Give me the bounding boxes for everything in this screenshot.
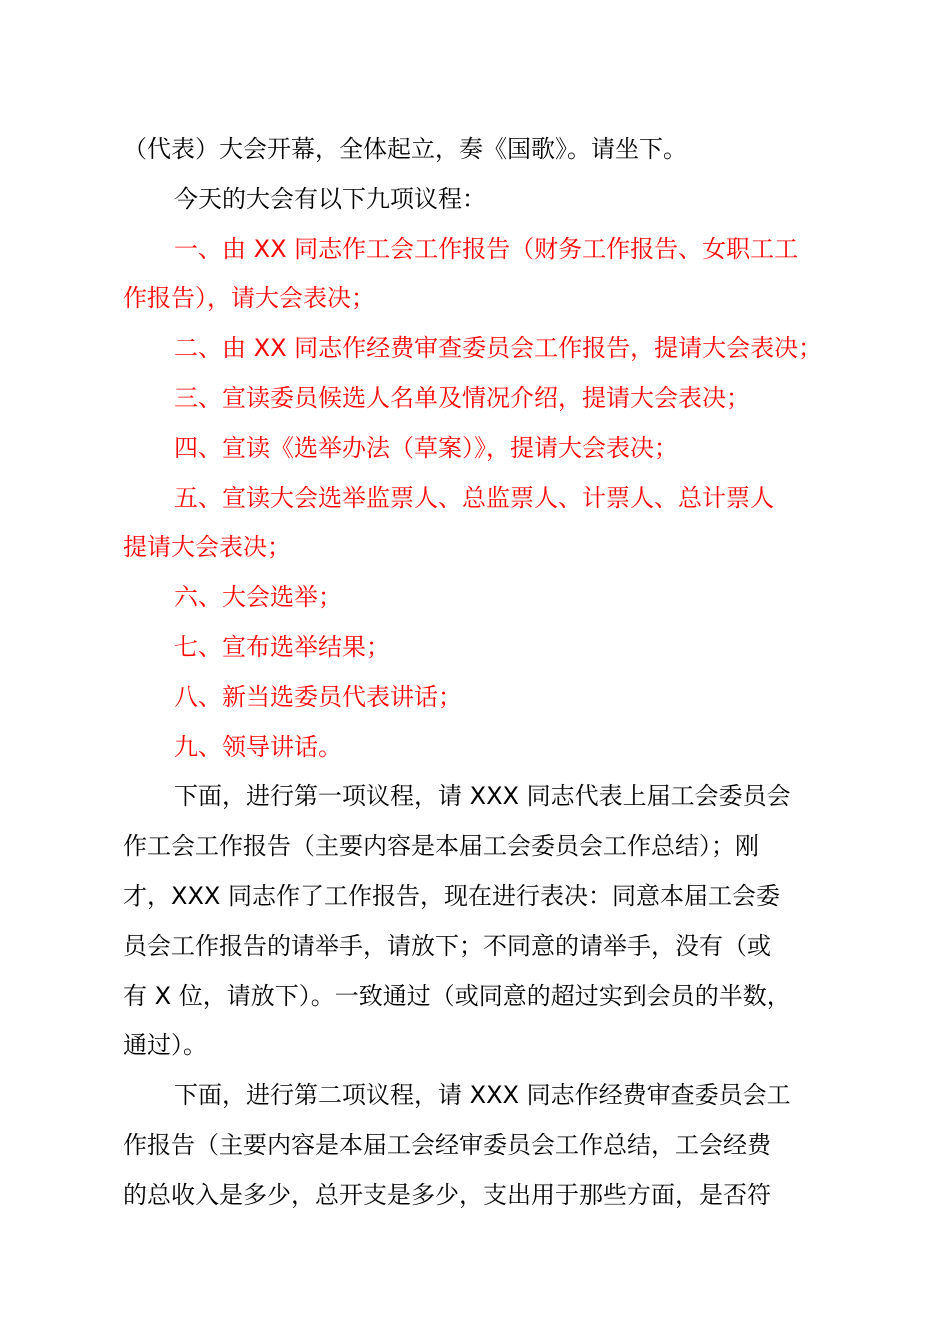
agenda-item-2: 二、由 XX 同志作经费审查委员会工作报告，提请大会表决；: [174, 334, 823, 363]
agenda-item-7: 七、宣布选举结果；: [174, 632, 390, 661]
agenda-intro: 今天的大会有以下九项议程：: [174, 184, 486, 213]
paragraph-2-line-3: 的总收入是多少，总开支是多少，支出用于那些方面，是否符: [123, 1180, 771, 1209]
agenda-item-5: 五、宣读大会选举监票人、总监票人、计票人、总计票人: [174, 483, 774, 512]
document-body: [123, 125, 863, 1221]
agenda-item-1-continued: 作报告），请大会表决；: [123, 284, 375, 313]
paragraph-1-line-1: 下面，进行第一项议程，请 XXX 同志代表上届工会委员会: [174, 782, 791, 811]
agenda-item-6: 六、大会选举；: [174, 583, 342, 612]
agenda-item-4: 四、宣读《选举办法（草案）》，提请大会表决；: [174, 433, 678, 462]
paragraph-1-line-3: 才，XXX 同志作了工作报告，现在进行表决：同意本届工会委: [123, 881, 780, 910]
opening-line: （代表）大会开幕，全体起立，奏《国歌》。请坐下。: [123, 135, 687, 163]
paragraph-1-line-4: 员会工作报告的请举手，请放下；不同意的请举手，没有（或: [123, 931, 771, 960]
agenda-item-5-continued: 提请大会表决；: [123, 533, 291, 562]
agenda-item-9: 九、领导讲话。: [174, 732, 342, 761]
paragraph-1-line-2: 作工会工作报告（主要内容是本届工会委员会工作总结）；刚: [123, 832, 759, 861]
agenda-item-8: 八、新当选委员代表讲话；: [174, 682, 462, 711]
paragraph-1-line-6: 通过）。: [123, 1031, 207, 1060]
agenda-item-3: 三、宣读委员候选人名单及情况介绍，提请大会表决；: [174, 383, 750, 412]
paragraph-2-line-1: 下面，进行第二项议程，请 XXX 同志作经费审查委员会工: [174, 1081, 791, 1110]
agenda-item-1: 一、由 XX 同志作工会工作报告（财务工作报告、女职工工: [174, 234, 799, 263]
paragraph-2-line-2: 作报告（主要内容是本届工会经审委员会工作总结，工会经费: [123, 1130, 771, 1159]
paragraph-1-line-5: 有 X 位，请放下）。一致通过（或同意的超过实到会员的半数，: [123, 981, 791, 1010]
